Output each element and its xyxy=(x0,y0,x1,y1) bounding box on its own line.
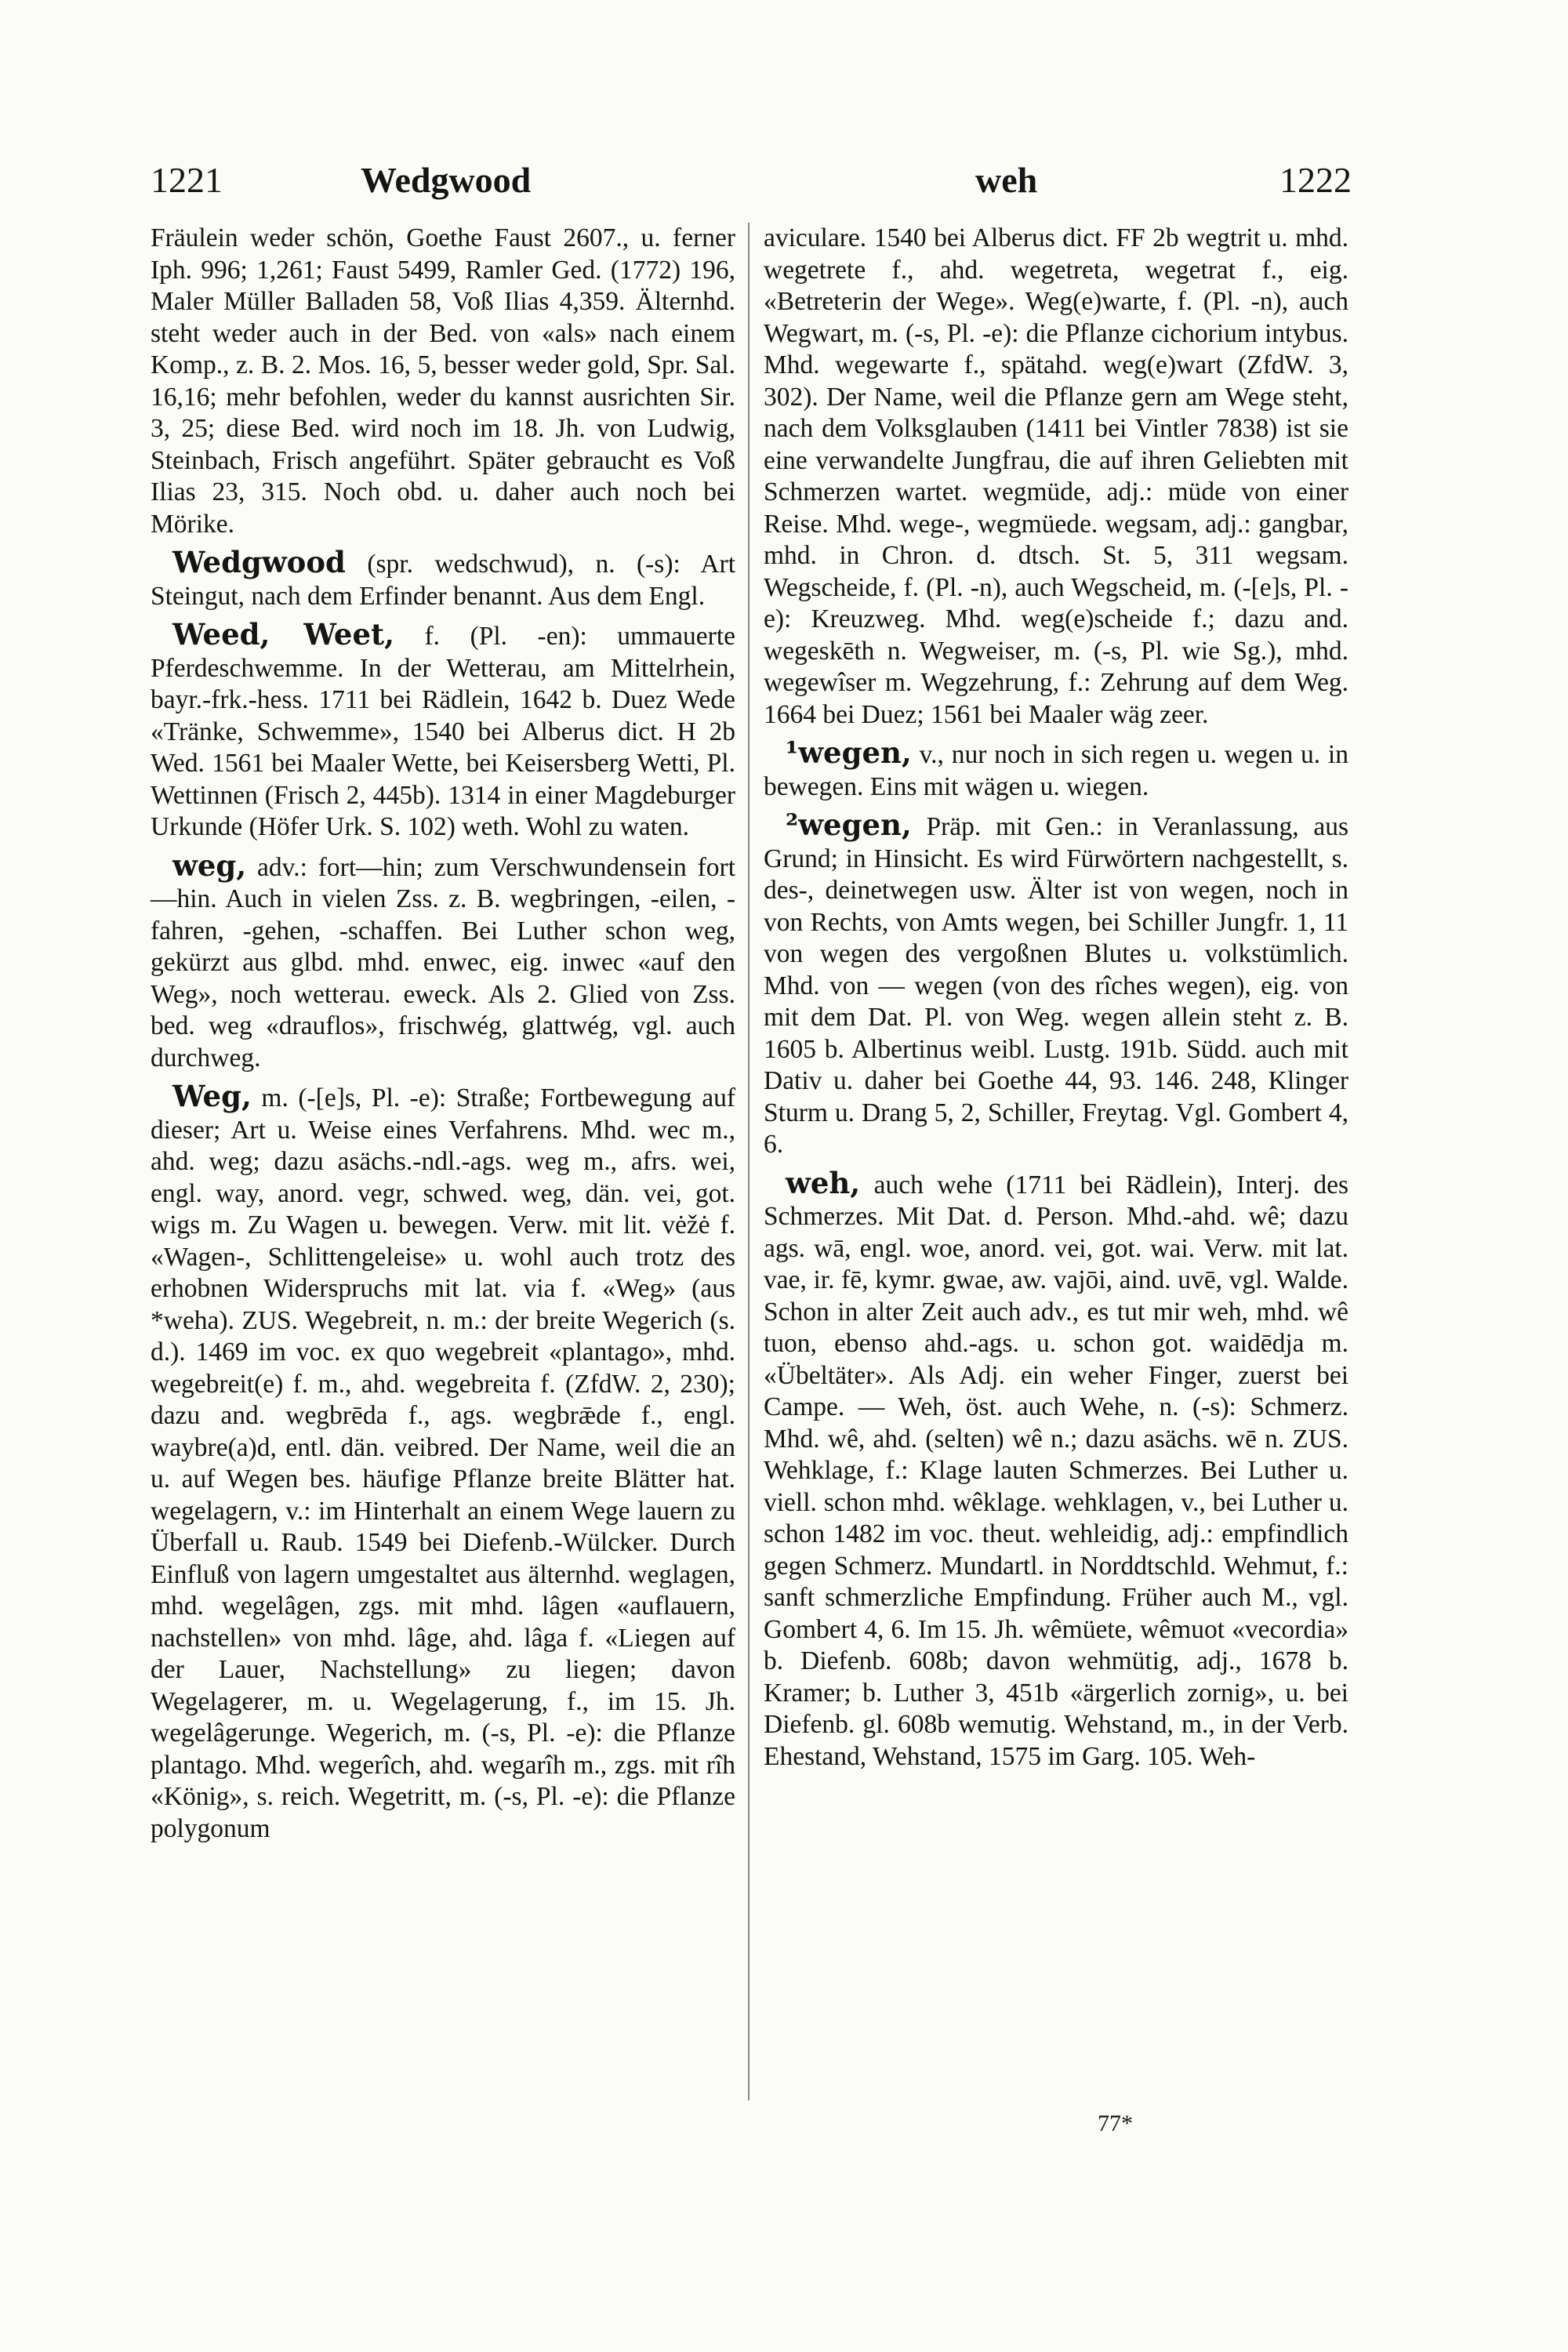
entry-continuation: aviculare. 1540 bei Alberus dict. FF 2b wegtrit u. mhd. wegetrete f., ahd. wegetreta, wegetrat f., eig. «Betreterin der Wege». Weg(e)warte, f. (Pl. -n), auch Wegwart, m. (-s, Pl. -e): die Pflanze cichorium intybus. Mhd. wegewarte f., spätahd. weg(e)wart (ZfdW. 3, 302). Der Name, weil die Pflanze gern am Wege steht, nach dem Volksglauben (1411 bei Vintler 7838) ist sie eine verwandelte Jungfrau, die auf ihren Geliebten mit Schmerzen wartet. wegmüde, adj.: müde von einer Reise. Mhd. wege-, wegmüede. wegsam, adj.: gangbar, mhd. in Chron. d. dtsch. St. 5, 311 wegsam. Wegscheide, f. (Pl. -n), auch Wegscheid, m. (-[e]s, Pl. -e): Kreuzweg. Mhd. weg(e)scheide f.; dazu and. wegeskēth n. Wegweiser, m. (-s, Pl. wie Sg.), mhd. wegewîser m. Wegzehrung, f.: Zehrung auf dem Weg. 1664 bei Duez; 1561 bei Maaler wäg zeer. xyxy=(764,223,1348,729)
entry-text: m. (-[e]s, Pl. -e): Straße; Fortbewegung auf dieser; Art u. Weise eines Verfahrens. Mhd. wec m., ahd. weg; dazu asächs.-ndl.-ags. weg m., afrs. wei, engl. way, anord. vegr, schwed. weg, dän. vei, got. wigs m. Zu Wagen u. bewegen. Verw. mit lit. vėžė f. «Wagen-, Schlittengeleise» u. wohl auch trotz des erhobnen Widerspruchs mit lat. via f. «Weg» (aus *weha). ZUS. Wegebreit, n. m.: der breite Wegerich (s. d.). 1469 im voc. ex quo wegebreit «plantago», mhd. wegebreit(e) f. m., ahd. wegebreita f. (ZfdW. 2, 230); dazu and. wegbrēda f., ags. wegbrǣde f., engl. waybre(a)d, entl. dän. veibred. Der Name, weil die an u. auf Wegen bes. häufige Pflanze breite Blätter hat. wegelagern, v.: im Hinterhalt an einem Wege lauern zu Überfall u. Raub. 1549 bei Diefenb.-Wülcker. Durch Einfluß von lagern umgestaltet aus älternhd. weglagen, mhd. wegelâgen, zgs. mit mhd. lâgen «auflauern, nachstellen» von mhd. lâge, ahd. lâga f. «Liegen auf der Lauer, Nachstellung» zu liegen; davon Wegelagerer, m. u. Wegelagerung, f., im 15. Jh. wegelâgerunge. Wegerich, m. (-s, Pl. -e): die Pflanze plantago. Mhd. wegerîch, ahd. wegarîh m., zgs. mit rîh «König», s. reich. Wegetritt, m. (-s, Pl. -e): die Pflanze polygonum xyxy=(151,1083,735,1843)
headword: Weed, Weet, xyxy=(172,617,394,652)
entry-continuation: Fräulein weder schön, Goethe Faust 2607., u. ferner Iph. 996; 1,261; Faust 5499, Ramler Ged. (1772) 196, Maler Müller Balladen 58, Voß Ilias 4,359. Älternhd. steht weder auch in der Bed. von «als» nach einem Komp., z. B. 2. Mos. 16, 5, besser weder gold, Spr. Sal. 16,16; mehr befohlen, weder du kannst ausrichten Sir. 3, 25; diese Bed. wird noch im 18. Jh. von Ludwig, Steinbach, Frisch angeführt. Später gebraucht es Voß Ilias 23, 315. Noch obd. u. daher auch noch bei Mörike. xyxy=(151,223,735,539)
entry-weg-adv xyxy=(151,850,735,1075)
entry-text: Präp. mit Gen.: in Veranlassung, aus Grund; in Hinsicht. Es wird Fürwörtern nachgestellt, s. des-, deinetwegen usw. Älter ist von wegen, noch in von Rechts, von Amts wegen, bei Schiller Jungfr. 1, 11 von wegen des vergoßnen Blutes u. volkstümlich. Mhd. von — wegen (von des rîches wegen), eig. von mit dem Dat. Pl. von Weg. wegen allein steht z. B. 1605 b. Albertinus weibl. Lustg. 191b. Südd. auch mit Dativ u. daher bei Goethe 44, 93. 146. 248, Klinger Sturm u. Drang 5, 2, Schiller, Freytag. Vgl. Gombert 4, 6. xyxy=(764,812,1349,1159)
right-page-number: 1222 xyxy=(1279,160,1352,200)
right-column xyxy=(764,223,1348,1773)
entry-text: auch wehe (1711 bei Rädlein), Interj. des Schmerzes. Mit Dat. d. Person. Mhd.-ahd. wê; dazu ags. wā, engl. woe, anord. vei, got. wai. Verw. mit lat. vae, ir. fē, kymr. gwae, aw. vajōi, aind. uvē, vgl. Walde. Schon in alter Zeit auch adv., es tut mir weh, mhd. wê tuon, ebenso ahd.-ags. u. schon got. waidēdja m. «Übeltäter». Als Adj. ein weher Finger, zuerst bei Campe. — Weh, öst. auch Wehe, n. (-s): Schmerz. Mhd. wê, ahd. (selten) wê n.; dazu asächs. wē n. ZUS. Wehklage, f.: Klage lauten Schmerzes. Bei Luther u. viell. schon mhd. wêklage. wehklagen, v., bei Luther u. schon 1482 im voc. theut. wehleidig, adj.: empfindlich gegen Schmerz. Mundartl. in Norddtschld. Wehmut, f.: sanft schmerzliche Empfindung. Früher auch M., vgl. Gombert 4, 6. Im 15. Jh. wêmüete, wêmuot «vecordia» b. Diefenb. 608b; davon wehmütig, adj., 1678 b. Kramer; b. Luther 3, 451b «ärgerlich zornig», u. bei Diefenb. gl. 608b wemutig. Wehstand, m., in der Verb. Ehestand, Wehstand, 1575 im Garg. 105. Weh- xyxy=(764,1170,1349,1771)
entry-weh xyxy=(764,1167,1348,1773)
right-running-headword: weh xyxy=(975,160,1038,200)
headword: ¹wegen, xyxy=(786,735,912,770)
entry-wegen-prep xyxy=(764,809,1348,1161)
headword: weh, xyxy=(786,1165,861,1200)
entry-weed xyxy=(151,619,735,844)
left-column xyxy=(151,223,735,1845)
running-header xyxy=(151,157,1352,204)
column-divider xyxy=(748,223,750,2100)
headword: Wedgwood xyxy=(172,545,346,579)
headword: ²wegen, xyxy=(786,808,912,842)
left-running-headword: Wedgwood xyxy=(361,160,532,200)
signature-mark: 77* xyxy=(1098,2111,1133,2136)
headword: Weg, xyxy=(172,1079,252,1113)
headword: weg, xyxy=(172,848,247,883)
left-page-number: 1221 xyxy=(151,160,223,200)
entry-weg-noun xyxy=(151,1080,735,1845)
entry-wedgwood xyxy=(151,546,735,612)
entry-text: adv.: fort—hin; zum Verschwundensein fort—hin. Auch in vielen Zss. z. B. wegbringen, -eilen, -fahren, -gehen, -schaffen. Bei Luther schon weg, gekürzt aus glbd. mhd. enwec, eig. inwec «auf den Weg», noch wetterau. eweck. Als 2. Glied von Zss. bed. weg «drauflos», frischwég, glattwég, vgl. auch durchweg. xyxy=(151,852,736,1073)
entry-text: (spr. wedschwud), n. (-s): Art Steingut, nach dem Erfinder benannt. Aus dem Engl. xyxy=(151,550,735,611)
entry-wegen-verb xyxy=(764,737,1348,803)
entry-text: v., nur noch in sich regen u. wegen u. in bewegen. Eins mit wägen u. wiegen. xyxy=(764,740,1348,801)
entry-text: f. (Pl. -en): ummauerte Pferdeschwemme. In der Wetterau, am Mittelrhein, bayr.-frk.-hess. 1711 bei Rädlein, 1642 b. Duez Wede «Tränke, Schwemme», 1540 bei Alberus dict. H 2b Wed. 1561 bei Maaler Wette, bei Keisersberg Wetti, Pl. Wettinnen (Frisch 2, 445b). 1314 in einer Magdeburger Urkunde (Höfer Urk. S. 102) weth. Wohl zu waten. xyxy=(151,622,735,841)
